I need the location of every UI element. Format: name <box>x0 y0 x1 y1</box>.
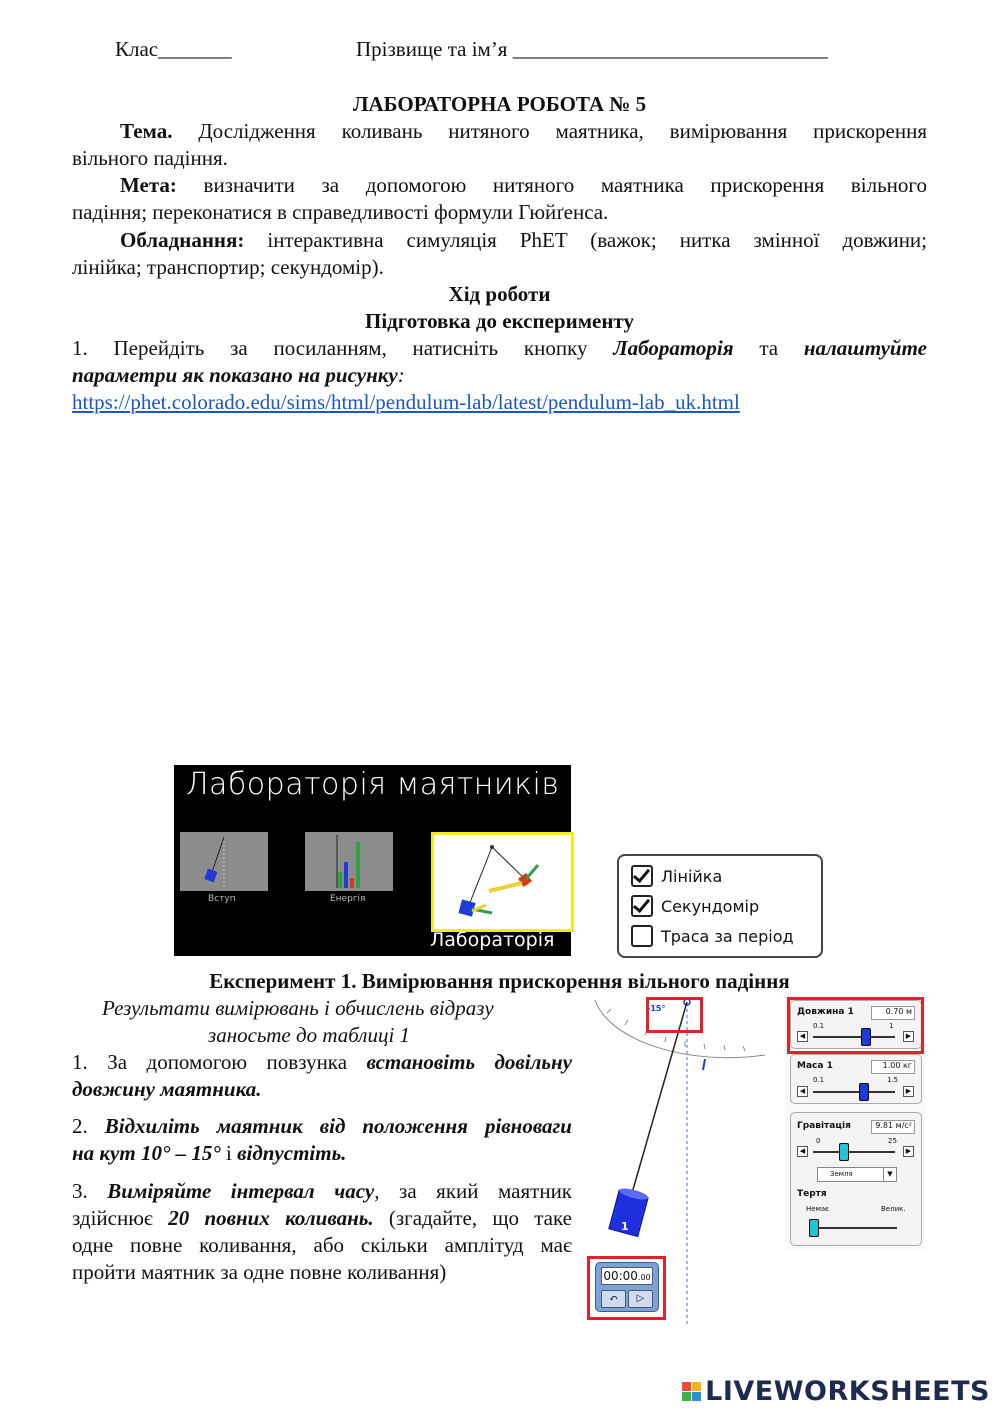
and-word: та <box>759 336 779 360</box>
gravity-max: 25 <box>888 1137 897 1145</box>
logo-squares-icon <box>682 1382 701 1401</box>
step-2-text: Відхиліть маятник від положення рівноваги <box>104 1114 572 1138</box>
gravity-increase-icon[interactable]: ▶ <box>903 1146 914 1157</box>
step-3-measure: Виміряйте інтервал часу <box>107 1179 375 1203</box>
reset-icon[interactable]: ↶ <box>601 1290 626 1308</box>
mass-value: 1.00 кг <box>871 1060 915 1074</box>
step-1-line-1 <box>72 1049 572 1076</box>
ruler-label: Лінійка <box>661 866 723 886</box>
class-label: Клас_______ <box>115 37 232 61</box>
planet-select-value: Земля <box>830 1170 853 1178</box>
goal-line-2: падіння; переконатися в справедливості формули Гюйґенса. <box>72 200 609 224</box>
mass-label: Маса 1 <box>797 1061 833 1071</box>
equipment-label: Обладнання: <box>120 228 245 252</box>
gravity-friction-panel <box>790 1112 922 1246</box>
watermark-text: LIVEWORKSHEETS <box>705 1376 990 1407</box>
step-3-performs: здійснює <box>72 1206 153 1230</box>
phet-menu-screenshot <box>174 765 571 956</box>
stopwatch-highlight <box>587 1256 666 1320</box>
topic-line-2: вільного падіння. <box>72 146 228 170</box>
lab-pendulum-icon <box>434 835 571 929</box>
length-value: 0.70 м <box>871 1006 915 1020</box>
gravity-slider-knob[interactable] <box>839 1143 849 1161</box>
step-2-line-2 <box>72 1140 346 1167</box>
name-label: Прізвище та ім’я ______________________________ <box>356 37 828 61</box>
prep-step-line-2-text: параметри як показано на рисунку <box>72 363 398 387</box>
checkbox-checked-icon[interactable] <box>631 895 653 917</box>
step-2-line-1 <box>72 1113 572 1140</box>
equipment-text: інтерактивна симуляція PhET (важок; нитка змінної довжини; <box>267 228 928 252</box>
note-line-2: заносьте до таблиці 1 <box>208 1023 411 1047</box>
planet-select[interactable] <box>817 1167 897 1182</box>
step-2-release: відпустіть. <box>237 1141 347 1165</box>
length-max: 1 <box>889 1022 894 1030</box>
goal-line-1 <box>72 172 927 199</box>
lab-screen-thumbnail[interactable] <box>431 832 574 932</box>
page-title: ЛАБОРАТОРНА РОБОТА № 5 <box>352 92 647 116</box>
phet-title: Лабораторія маятників <box>186 767 560 802</box>
prep-step-line-2 <box>72 362 405 389</box>
period-trace-label: Траса за період <box>661 926 794 946</box>
topic-label: Тема. <box>120 119 173 143</box>
note-line-1: Результати вимірювань і обчислень відразу <box>102 996 494 1020</box>
step-3-line-3: одне повне коливання, або скільки амплітуд має <box>72 1233 572 1257</box>
goal-text: визначити за допомогою нитяного маятника прискорення вільного <box>203 173 928 197</box>
play-icon[interactable]: ▷ <box>628 1290 653 1308</box>
step-2-angle: на кут 10° – 15° <box>72 1141 221 1165</box>
equipment-line-1 <box>72 227 927 254</box>
length-label: Довжина 1 <box>797 1007 854 1017</box>
intro-screen-thumbnail[interactable] <box>180 832 268 891</box>
step-1-emph: встановіть довільну <box>366 1050 573 1074</box>
step-3-line-1 <box>72 1178 572 1205</box>
phet-link[interactable]: https://phet.colorado.edu/sims/html/pendulum-lab/latest/pendulum-lab_uk.html <box>72 390 740 414</box>
bob-label: 1 <box>621 1220 629 1233</box>
liveworksheets-logo <box>682 1376 990 1407</box>
experiment-heading: Експеримент 1. Вимірювання прискорення вільного падіння <box>209 969 790 993</box>
prep-heading: Підготовка до експерименту <box>365 309 634 333</box>
angle-highlight <box>646 997 703 1033</box>
checkbox-checked-icon[interactable] <box>631 865 653 887</box>
step-2-number: 2. <box>72 1114 88 1138</box>
options-checkbox-panel <box>617 854 823 958</box>
equipment-line-2: лінійка; транспортир; секундомір). <box>72 255 384 279</box>
energy-screen-label: Енергія <box>330 894 366 904</box>
lab-screen-label: Лабораторія <box>430 929 555 951</box>
mass-min: 0.1 <box>813 1076 825 1084</box>
prep-step-line-1 <box>72 335 927 362</box>
step-2-and: і <box>226 1141 232 1165</box>
prep-step-text: 1. Перейдіть за посиланням, натисніть кнопку <box>72 336 588 360</box>
energy-screen-thumbnail[interactable] <box>305 832 393 891</box>
colon: : <box>397 363 405 387</box>
intro-pendulum-icon <box>180 832 268 891</box>
topic-text: Дослідження коливань нитяного маятника, вимірювання прискорення <box>198 119 928 143</box>
mass-max: 1.5 <box>887 1076 899 1084</box>
stopwatch-checkbox[interactable] <box>631 894 759 918</box>
checkbox-empty-icon[interactable] <box>631 925 653 947</box>
angle-readout: -15° <box>647 1004 666 1013</box>
step-3-number: 3. <box>72 1179 88 1203</box>
ruler-checkbox[interactable] <box>631 864 722 888</box>
mass-panel <box>790 1054 922 1104</box>
step-3-line-4: пройти маятник за одне повне коливання) <box>72 1260 447 1284</box>
length-increase-icon[interactable]: ▶ <box>903 1031 914 1042</box>
stopwatch-hundredths: .00 <box>637 1273 651 1282</box>
step-3-recall: (згадайте, що таке <box>388 1206 572 1230</box>
friction-slider-knob[interactable] <box>809 1219 819 1237</box>
length-highlight <box>787 997 924 1054</box>
procedure-heading: Хід роботи <box>448 282 551 306</box>
intro-screen-label: Вступ <box>208 894 236 904</box>
gravity-slider-track[interactable] <box>813 1151 895 1153</box>
step-3-text: , за який маятник <box>374 1179 573 1203</box>
stopwatch-label: Секундомір <box>661 896 760 916</box>
mass-increase-icon[interactable]: ▶ <box>903 1086 914 1097</box>
mass-slider-track[interactable] <box>813 1091 895 1093</box>
length-min: 0.1 <box>813 1022 825 1030</box>
step-3-oscillations: 20 повних коливань. <box>168 1206 374 1230</box>
friction-max: Велик. <box>881 1205 906 1213</box>
friction-label: Тертя <box>797 1189 827 1199</box>
length-decrease-icon[interactable]: ◀ <box>797 1031 808 1042</box>
energy-bars-icon <box>305 832 393 891</box>
friction-min: Немає <box>806 1205 829 1213</box>
goal-label: Мета: <box>120 173 177 197</box>
configure-word: налаштуйте <box>803 336 927 360</box>
step-1-line-2: довжину маятника. <box>72 1077 262 1101</box>
friction-slider-track[interactable] <box>813 1227 897 1229</box>
lab-word: Лабораторія <box>613 336 734 360</box>
chevron-down-icon[interactable]: ▼ <box>883 1168 896 1181</box>
gravity-decrease-icon[interactable]: ◀ <box>797 1146 808 1157</box>
gravity-value: 9.81 м/с² <box>871 1120 915 1134</box>
gravity-min: 0 <box>816 1137 821 1145</box>
stopwatch-time: 00:00 <box>603 1269 638 1283</box>
gravity-label: Гравітація <box>797 1121 851 1131</box>
step-3-line-2 <box>72 1205 572 1232</box>
period-trace-checkbox[interactable] <box>631 924 794 948</box>
topic-line-1 <box>72 118 927 145</box>
step-1-text: 1. За допомогою повзунка <box>72 1050 348 1074</box>
mass-decrease-icon[interactable]: ◀ <box>797 1086 808 1097</box>
mass-slider-knob[interactable] <box>859 1083 869 1101</box>
